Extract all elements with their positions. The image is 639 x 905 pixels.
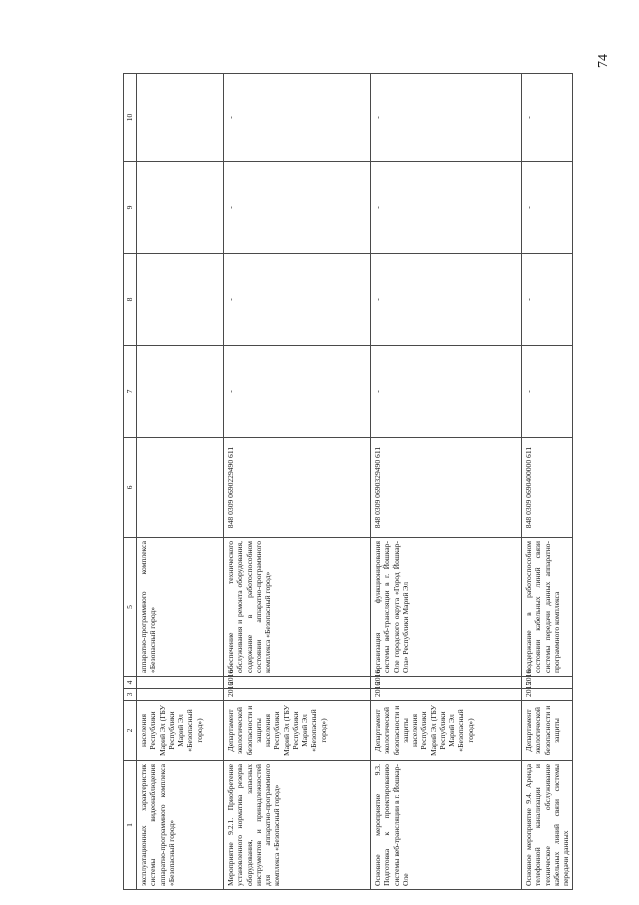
header-cell-3: 3: [124, 689, 137, 701]
header-cell-6: 6: [124, 438, 137, 538]
header-cell-7: 7: [124, 346, 137, 438]
header-cell-10: 10: [124, 74, 137, 162]
header-cell-5: 5: [124, 538, 137, 677]
cell-end-year: [137, 677, 224, 689]
cell-event-name: Основное мероприятие 9.3. Подготовка к проектированию системы веб-трансляции в г. Йошкар-Оле: [371, 761, 522, 890]
cell-executor: Департамент экологической безопасности и защиты: [522, 701, 573, 761]
cell-executor: населения Республики Марий Эл (ГБУ Республики Марий Эл «Безопасный город»): [137, 701, 224, 761]
header-cell-1: 1: [124, 761, 137, 890]
cell-budget-code: 848 0309 0690229490 611: [224, 438, 371, 538]
table-row: [137, 74, 224, 890]
cell-col-8: -: [224, 254, 371, 346]
cell-col-7: -: [522, 346, 573, 438]
cell-col-10: -: [224, 74, 371, 162]
cell-col-8: -: [522, 254, 573, 346]
cell-col-9: -: [371, 162, 522, 254]
cell-col-7: -: [224, 346, 371, 438]
table-row: [224, 74, 371, 890]
cell-end-year: 2016: [224, 677, 371, 689]
table-row: [522, 74, 573, 890]
cell-event-name: Основное мероприятие 9.4. Аренда телефонной канализации и техническое обслуживание кабельных линий связи системы передачи данных: [522, 761, 573, 890]
cell-col-8: [137, 254, 224, 346]
cell-result: поддержание в работоспособном состоянии кабельных линий связи системы передачи данных аппаратно-программного комплекса: [522, 538, 573, 677]
cell-budget-code: 848 0309 0690400000 611: [522, 438, 573, 538]
cell-event-name: Мероприятие 9.2.1. Приобретение установленного норматива резерва оборудования, запасных инструментов и принадлежностей для аппаратно-программного комплекса «Безопасный город»: [224, 761, 371, 890]
page-number: 74: [596, 54, 611, 68]
header-cell-8: 8: [124, 254, 137, 346]
cell-col-10: [137, 74, 224, 162]
header-cell-9: 9: [124, 162, 137, 254]
table-header-row: [124, 74, 137, 890]
rotated-table-wrapper: [123, 74, 570, 890]
cell-col-7: [137, 346, 224, 438]
cell-result: аппаратно-программного комплекса «Безопасный город»: [137, 538, 224, 677]
header-cell-4: 4: [124, 677, 137, 689]
cell-budget-code: 848 0309 0690329490 611: [371, 438, 522, 538]
table-row: [371, 74, 522, 890]
cell-col-8: -: [371, 254, 522, 346]
cell-end-year: 2016: [371, 677, 522, 689]
header-cell-2: 2: [124, 701, 137, 761]
cell-executor: Департамент экологической безопасности и защиты населения Республики Марий Эл (ГБУ Республики Марий Эл «Безопасный город»): [371, 701, 522, 761]
cell-result: обеспечение технического обслуживания и ремонта оборудования, содержание в работоспособном состоянии аппаратно-программного комплекса «Безопасный город»: [224, 538, 371, 677]
cell-col-7: -: [371, 346, 522, 438]
cell-col-9: -: [522, 162, 573, 254]
cell-start-year: 2016: [224, 689, 371, 701]
cell-end-year: 2016: [522, 677, 573, 689]
cell-result: организация функционирования системы веб-трансляции в г. Йошкар-Оле городского округа «Город Йошкар-Ола» Республики Марий Эл: [371, 538, 522, 677]
cell-col-10: -: [522, 74, 573, 162]
cell-budget-code: [137, 438, 224, 538]
cell-executor: Департамент экологической безопасности и защиты населения Республики Марий Эл (ГБУ Республики Марий Эл «Безопасный город»): [224, 701, 371, 761]
cell-start-year: [137, 689, 224, 701]
cell-event-name: эксплуатационных характеристик системы видеонаблюдения аппаратно-программного комплекса «Безопасный город»: [137, 761, 224, 890]
cell-start-year: 2016: [371, 689, 522, 701]
cell-col-9: -: [224, 162, 371, 254]
cell-start-year: 2015: [522, 689, 573, 701]
cell-col-10: -: [371, 74, 522, 162]
program-table: [123, 73, 573, 890]
cell-col-9: [137, 162, 224, 254]
